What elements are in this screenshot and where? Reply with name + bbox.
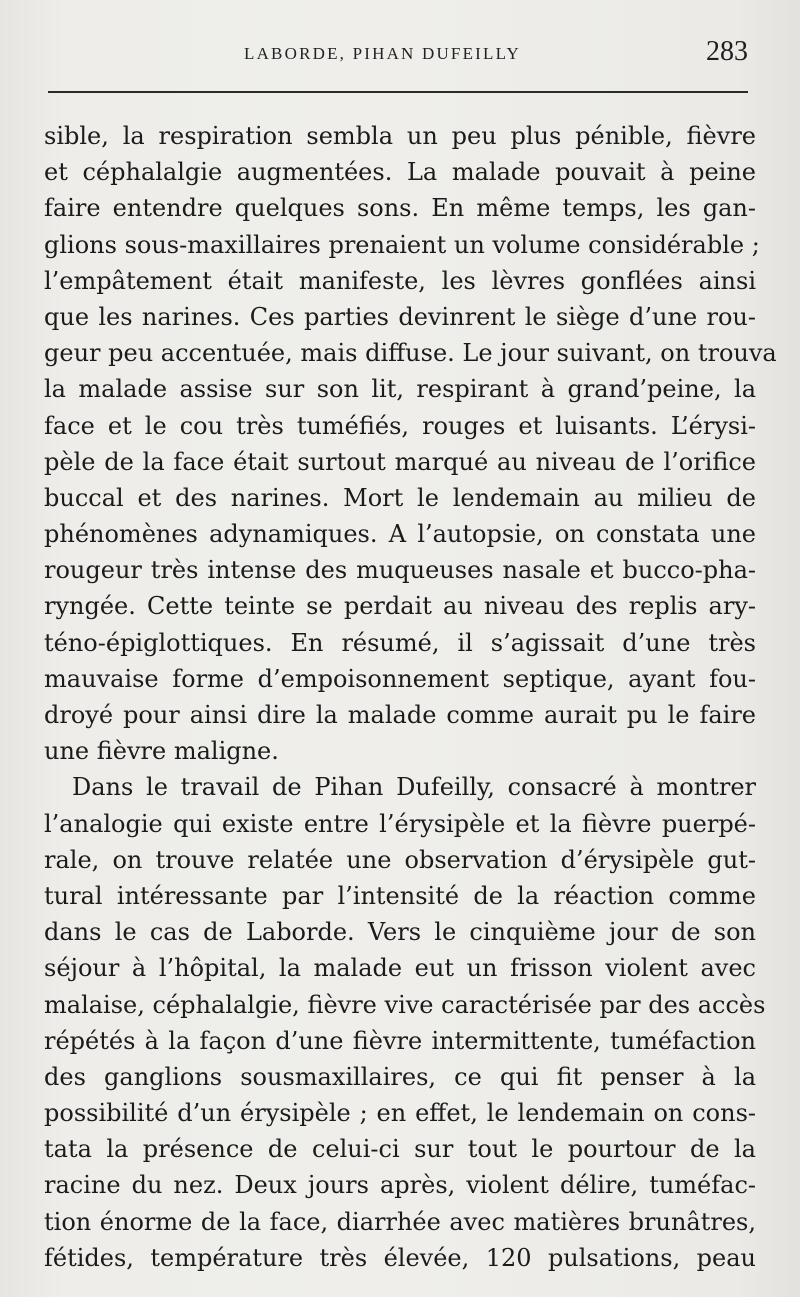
paragraph-end-line: une fièvre maligne.	[44, 737, 279, 766]
text-line: des ganglions sousmaxillaires, ce qui fit penser à la	[44, 1062, 756, 1091]
text-line: geur peu accentuée, mais diffuse. Le jour suivant, on trouva	[44, 339, 777, 368]
header-rule	[48, 91, 748, 93]
paragraph-start-line: Dans le travail de Pihan Dufeilly, consacré à montrer	[72, 773, 756, 802]
text-line: séjour à l’hôpital, la malade eut un frisson violent avec	[44, 954, 756, 983]
text-line: dans le cas de Laborde. Vers le cinquième jour de son	[44, 918, 756, 947]
text-line: rale, on trouve relatée une observation d’érysipèle gut-	[44, 845, 756, 874]
text-line: l’analogie qui existe entre l’érysipèle et la fièvre puerpé-	[44, 809, 756, 838]
text-line: sible, la respiration sembla un peu plus pénible, fièvre	[44, 122, 756, 150]
text-line: la malade assise sur son lit, respirant à grand’peine, la	[44, 375, 756, 404]
text-line: buccal et des narines. Mort le lendemain au milieu de	[44, 483, 756, 512]
text-line: racine du nez. Deux jours après, violent délire, tuméfac-	[44, 1171, 756, 1200]
page-number: 283	[706, 36, 748, 67]
running-head: LABORDE, PIHAN DUFEILLY	[244, 44, 521, 63]
text-line: glions sous-maxillaires prenaient un volume considérable ;	[44, 230, 760, 259]
text-line: fétides, température très élevée, 120 pulsations, peau	[44, 1243, 756, 1272]
text-line: possibilité d’un érysipèle ; en effet, le lendemain on cons-	[44, 1099, 756, 1128]
text-line: téno-épiglottiques. En résumé, il s’agissait d’une très	[44, 628, 756, 657]
text-line: pèle de la face était surtout marqué au niveau de l’orifice	[44, 447, 756, 476]
text-line: faire entendre quelques sons. En même temps, les gan-	[44, 194, 756, 223]
text-line: droyé pour ainsi dire la malade comme aurait pu le faire	[44, 701, 756, 729]
text-line: face et le cou très tuméfiés, rouges et luisants. L’érysi-	[44, 411, 756, 440]
text-line: et céphalalgie augmentées. La malade pouvait à peine	[44, 158, 756, 187]
text-line: ryngée. Cette teinte se perdait au niveau des replis ary-	[44, 592, 756, 621]
text-line: répétés à la façon d’une fièvre intermittente, tuméfaction	[44, 1026, 756, 1055]
text-line: tion énorme de la face, diarrhée avec matières brunâtres,	[44, 1207, 756, 1236]
body-text	[44, 118, 777, 1276]
text-line: l’empâtement était manifeste, les lèvres gonflées ainsi	[44, 266, 756, 295]
text-line: malaise, céphalalgie, fièvre vive caractérisée par des accès	[44, 990, 766, 1019]
text-line: que les narines. Ces parties devinrent le siège d’une rou-	[44, 302, 756, 331]
page-header	[0, 38, 800, 74]
text-line: rougeur très intense des muqueuses nasale et bucco-pha-	[44, 556, 756, 585]
text-line: mauvaise forme d’empoisonnement septique, ayant fou-	[44, 664, 756, 693]
text-line: tural intéressante par l’intensité de la réaction comme	[44, 881, 756, 910]
text-line: phénomènes adynamiques. A l’autopsie, on constata une	[44, 520, 756, 549]
text-line: tata la présence de celui-ci sur tout le pourtour de la	[44, 1135, 756, 1164]
